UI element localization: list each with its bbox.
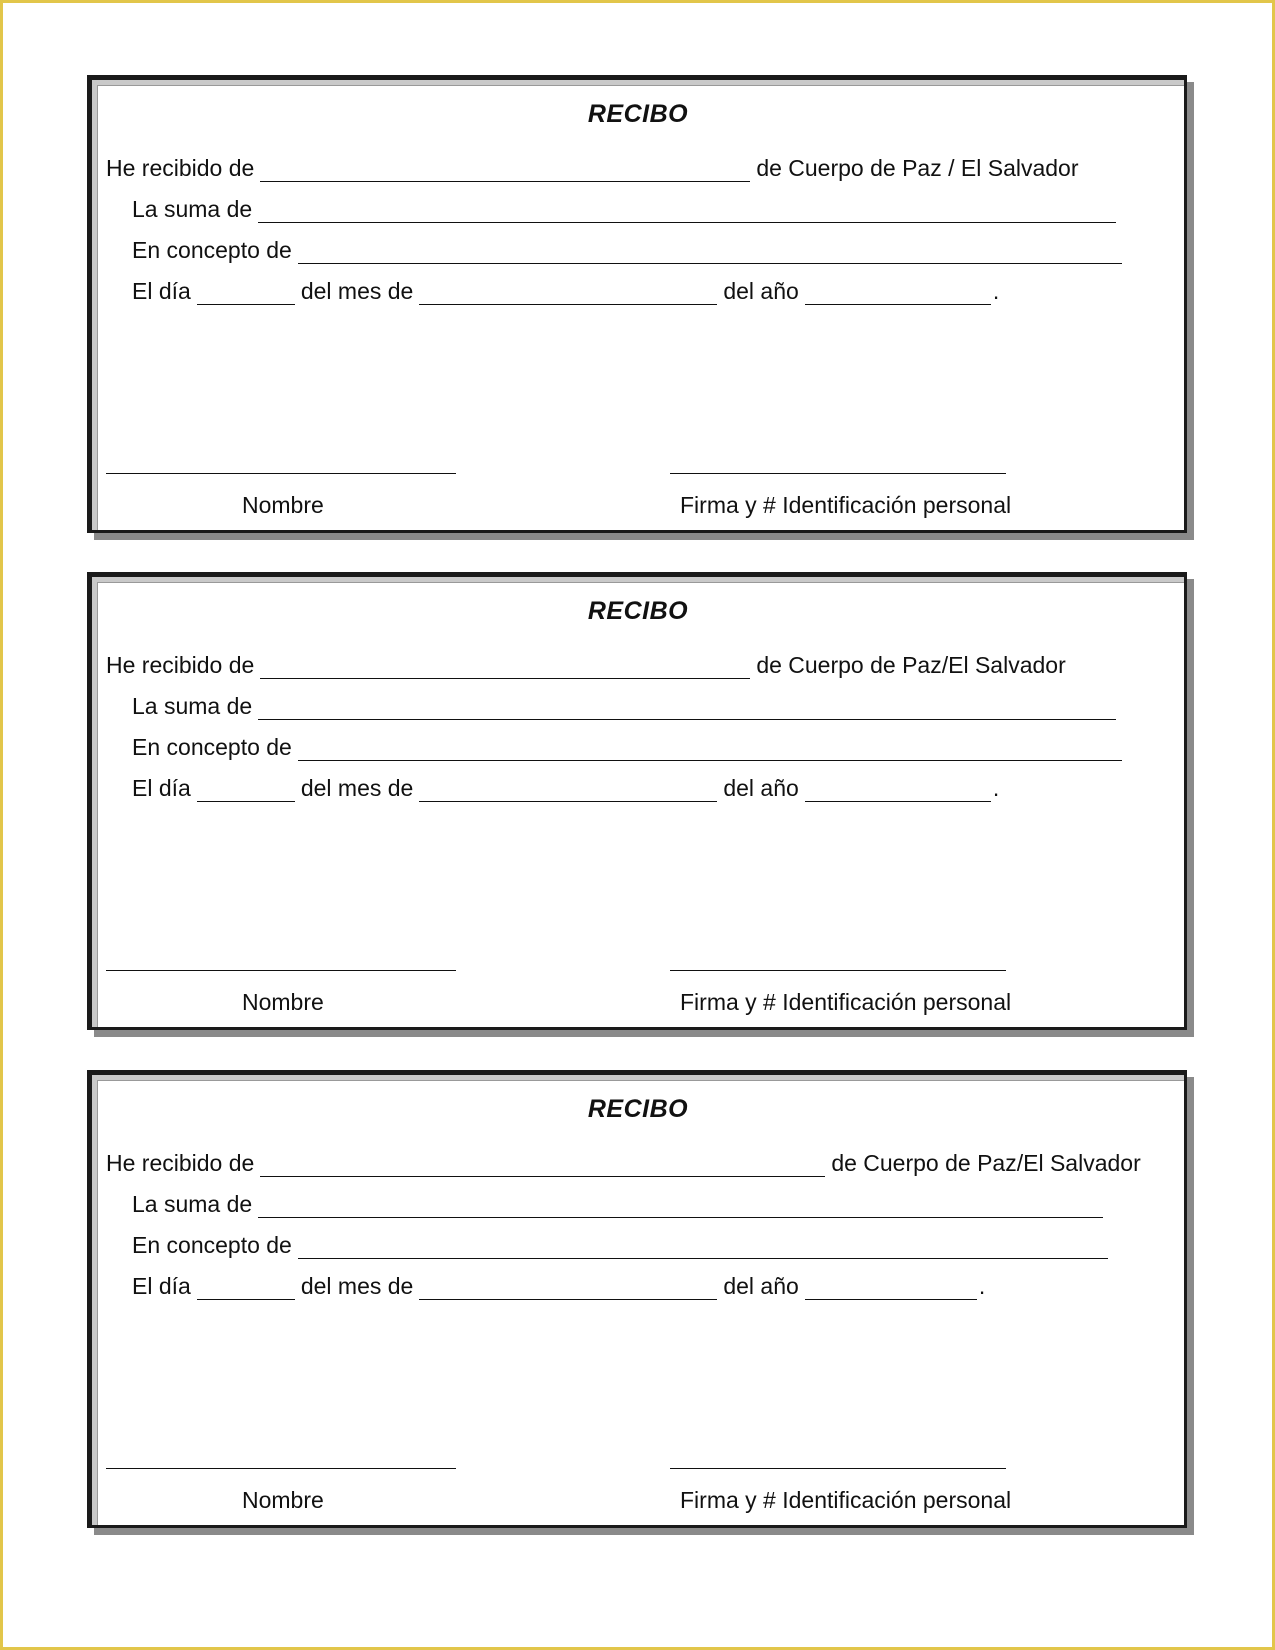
name-signature-line[interactable] <box>106 970 456 971</box>
receipt-2 <box>87 572 1187 1030</box>
month-field[interactable] <box>419 781 717 802</box>
received-from-suffix: de Cuerpo de Paz/El Salvador <box>756 652 1066 678</box>
date-row <box>132 772 999 802</box>
concept-field[interactable] <box>298 243 1122 264</box>
received-from-label: He recibido de <box>106 652 255 678</box>
received-from-label: He recibido de <box>106 1150 255 1176</box>
signature-id-label: Firma y # Identificación personal <box>680 1487 1012 1513</box>
received-from-field[interactable] <box>260 658 750 679</box>
name-label: Nombre <box>242 989 324 1015</box>
sum-label: La suma de <box>132 1191 253 1217</box>
month-label: del mes de <box>300 1273 414 1299</box>
receipt-title: RECIBO <box>587 1095 689 1123</box>
concept-label: En concepto de <box>132 734 292 760</box>
day-field[interactable] <box>197 284 295 305</box>
year-period: . <box>978 1273 986 1299</box>
received-from-row <box>106 1147 1141 1177</box>
day-field[interactable] <box>197 781 295 802</box>
concept-field[interactable] <box>298 1238 1108 1259</box>
receipt-1 <box>87 75 1187 533</box>
sum-field[interactable] <box>258 699 1116 720</box>
concept-label: En concepto de <box>132 1232 292 1258</box>
sum-field[interactable] <box>258 202 1116 223</box>
receipt-title: RECIBO <box>587 100 689 128</box>
concept-row <box>132 234 1128 264</box>
name-label: Nombre <box>242 1487 324 1513</box>
year-label: del año <box>723 775 799 801</box>
received-from-suffix: de Cuerpo de Paz/El Salvador <box>831 1150 1141 1176</box>
received-from-label: He recibido de <box>106 155 255 181</box>
year-field[interactable] <box>805 1279 977 1300</box>
received-from-row <box>106 152 1079 182</box>
year-field[interactable] <box>805 781 991 802</box>
sum-label: La suma de <box>132 196 253 222</box>
year-period: . <box>992 775 1000 801</box>
sum-field[interactable] <box>258 1197 1103 1218</box>
year-label: del año <box>723 1273 799 1299</box>
sum-row <box>132 1188 1109 1218</box>
concept-row <box>132 731 1128 761</box>
signature-id-label: Firma y # Identificación personal <box>680 492 1012 518</box>
received-from-field[interactable] <box>260 1156 825 1177</box>
date-row <box>132 275 999 305</box>
date-row <box>132 1270 985 1300</box>
concept-label: En concepto de <box>132 237 292 263</box>
receipt-3 <box>87 1070 1187 1528</box>
sum-row <box>132 690 1122 720</box>
received-from-row <box>106 649 1066 679</box>
day-label: El día <box>132 278 191 304</box>
concept-row <box>132 1229 1114 1259</box>
received-from-suffix: de Cuerpo de Paz / El Salvador <box>756 155 1079 181</box>
year-label: del año <box>723 278 799 304</box>
name-label: Nombre <box>242 492 324 518</box>
year-field[interactable] <box>805 284 991 305</box>
id-signature-line[interactable] <box>670 970 1006 971</box>
day-label: El día <box>132 1273 191 1299</box>
id-signature-line[interactable] <box>670 473 1006 474</box>
month-label: del mes de <box>300 775 414 801</box>
received-from-field[interactable] <box>260 161 750 182</box>
month-label: del mes de <box>300 278 414 304</box>
name-signature-line[interactable] <box>106 1468 456 1469</box>
sum-row <box>132 193 1122 223</box>
name-signature-line[interactable] <box>106 473 456 474</box>
year-period: . <box>992 278 1000 304</box>
day-field[interactable] <box>197 1279 295 1300</box>
concept-field[interactable] <box>298 740 1122 761</box>
sum-label: La suma de <box>132 693 253 719</box>
signature-id-label: Firma y # Identificación personal <box>680 989 1012 1015</box>
month-field[interactable] <box>419 284 717 305</box>
id-signature-line[interactable] <box>670 1468 1006 1469</box>
day-label: El día <box>132 775 191 801</box>
month-field[interactable] <box>419 1279 717 1300</box>
receipt-title: RECIBO <box>587 597 689 625</box>
